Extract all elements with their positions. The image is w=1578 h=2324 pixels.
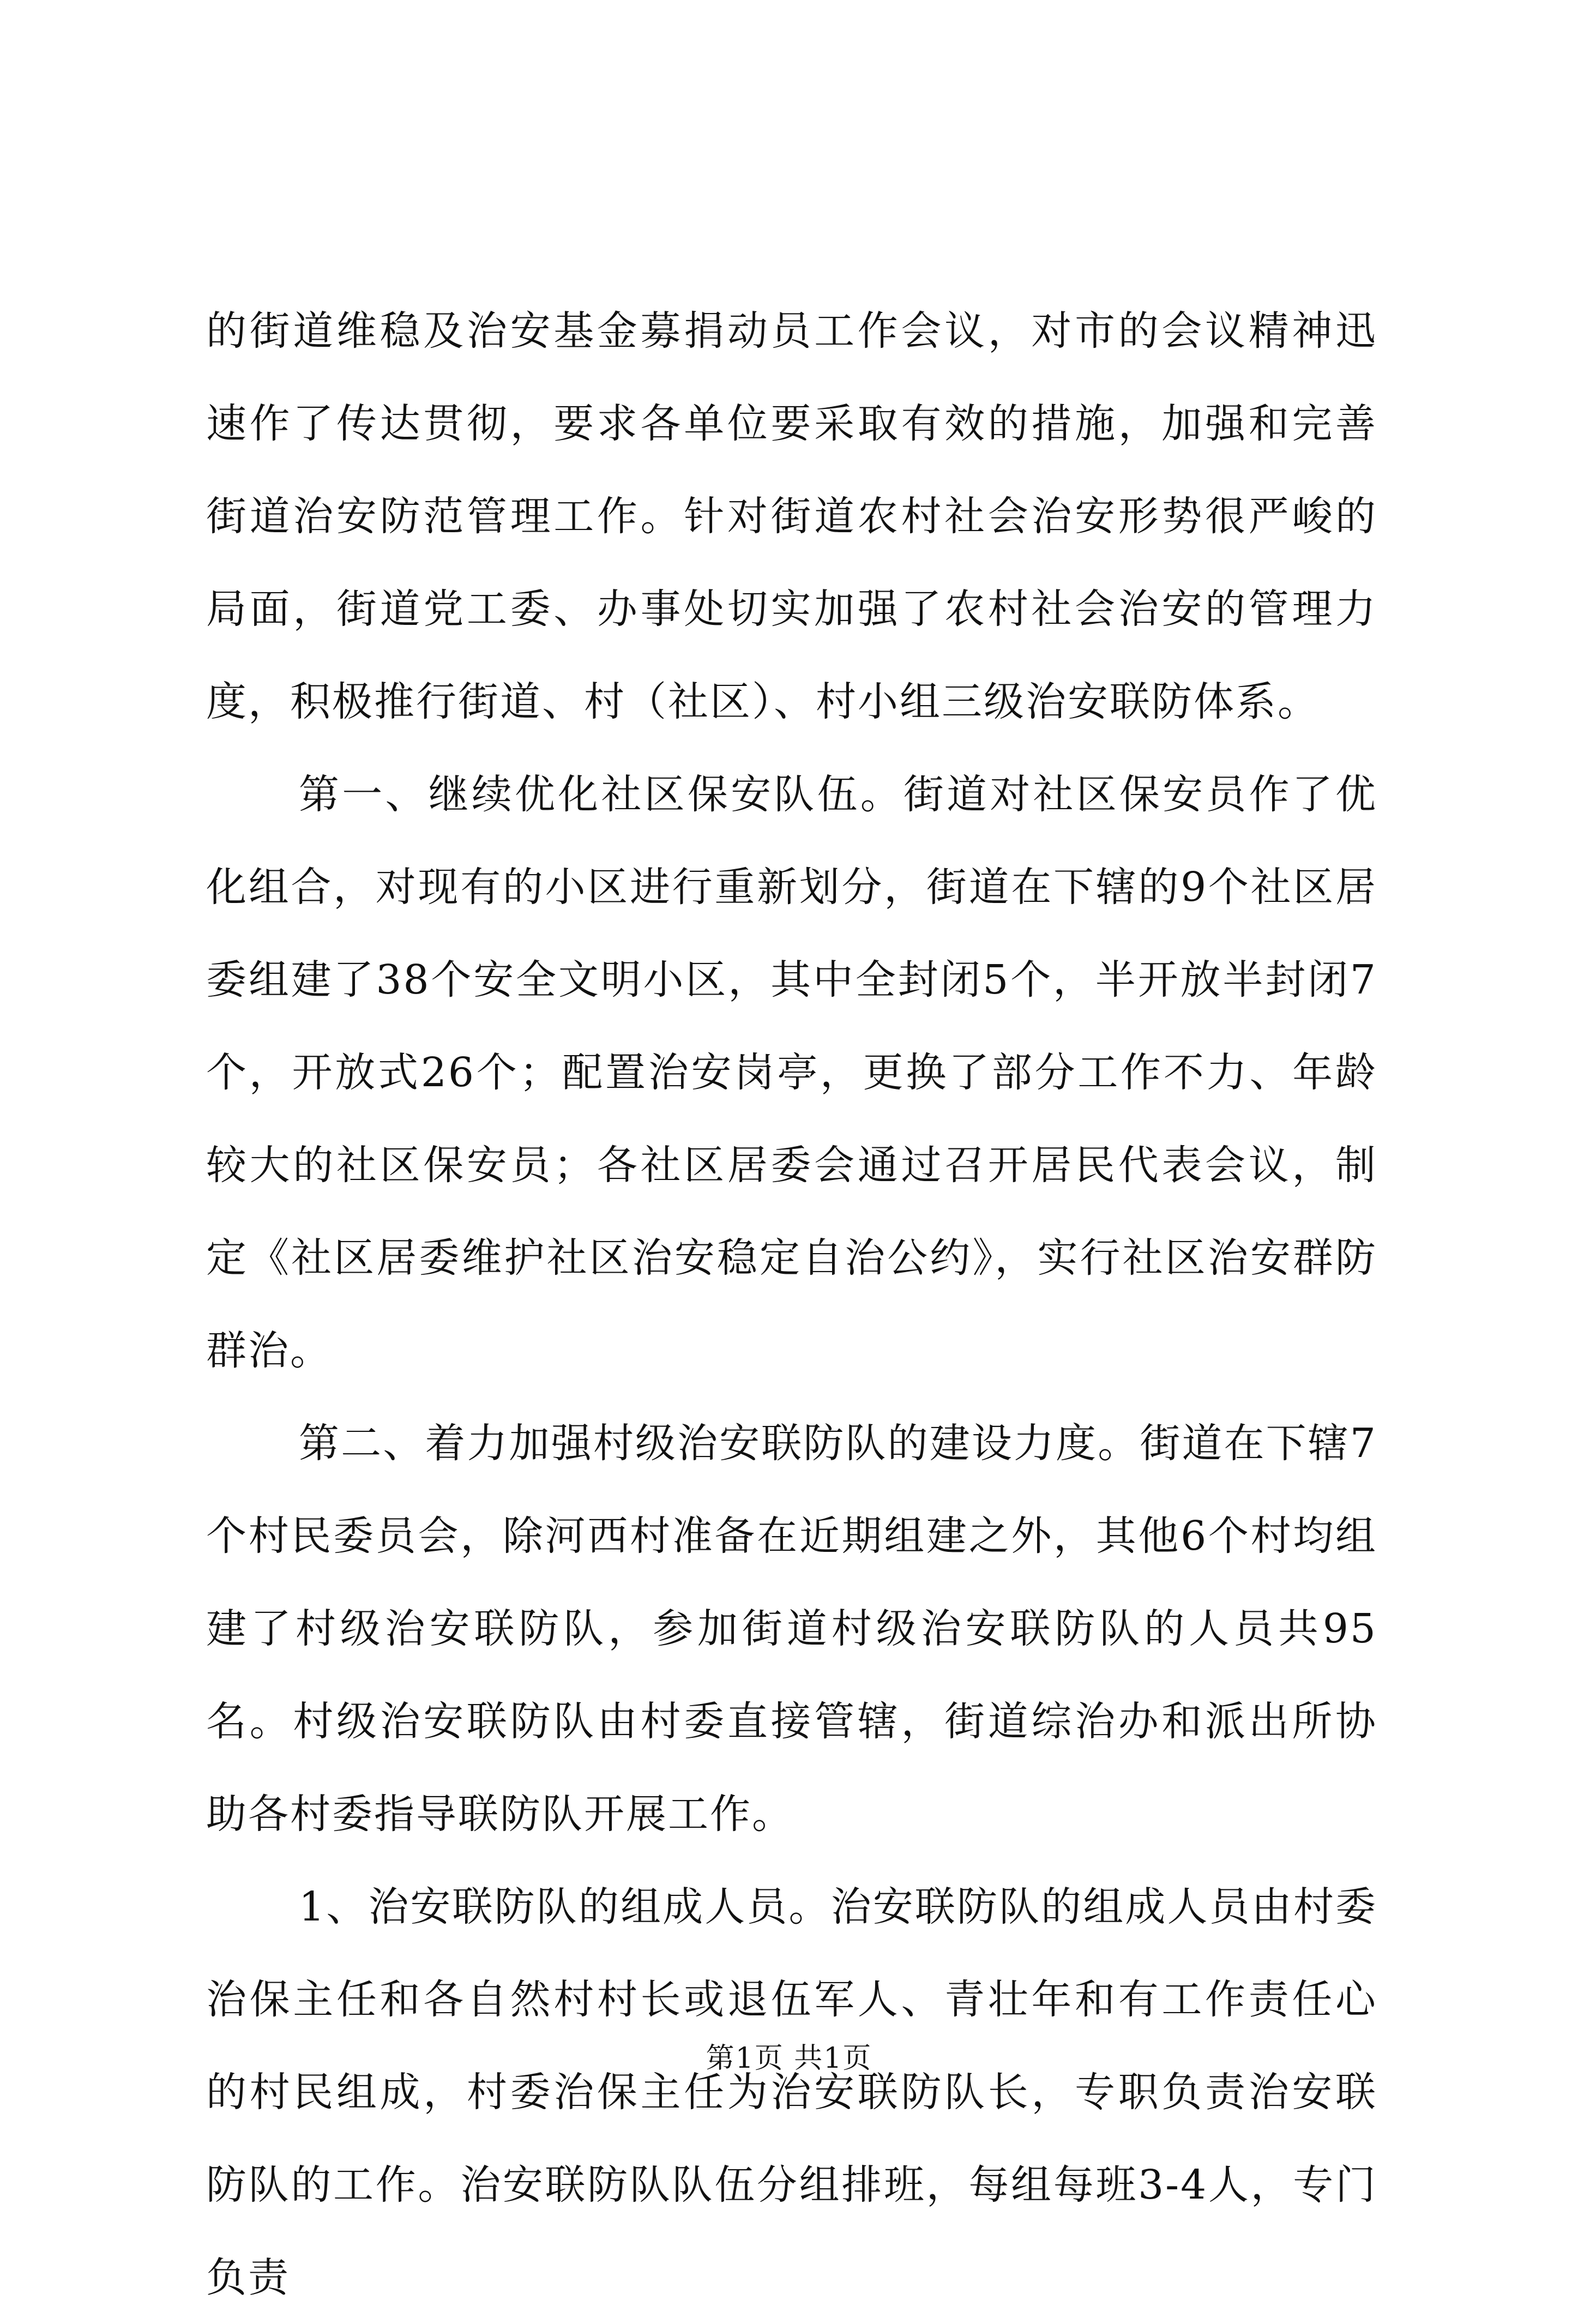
paragraph-village-patrol: 第二、着力加强村级治安联防队的建设力度。街道在下辖7个村民委员会，除河西村准备在近期组建之外，其他6个村均组建了村级治安联防队，参加街道村级治安联防队的人员共95名。村级治安联防队由村委直接管辖，街道综治办和派出所协助各村委指导联防队开展工作。 [206,1420,1377,1838]
paragraph-community-security: 第一、继续优化社区保安队伍。街道对社区保安员作了优化组合，对现有的小区进行重新划分，街道在下辖的9个社区居委组建了38个安全文明小区，其中全封闭5个，半开放半封闭7个，开放式26个；配置治安岗亭，更换了部分工作不力、年龄较大的社区保安员；各社区居委会通过召开居民代表会议，制定《社区居委维护社区治安稳定自治公约》，实行社区治安群防群治。 [206,771,1377,1374]
page-footer [0,2039,1578,2078]
document-body [206,285,1377,2324]
paragraph-continuation: 的街道维稳及治安基金募捐动员工作会议，对市的会议精神迅速作了传达贯彻，要求各单位要采取有效的措施，加强和完善街道治安防范管理工作。针对街道农村社会治安形势很严峻的局面，街道党工委、办事处切实加强了农村社会治安的管理力度，积极推行街道、村（社区）、村小组三级治安联防体系。 [206,308,1377,725]
page-number: 第1页 共1页 [706,2042,872,2075]
paragraph-patrol-members: 1、治安联防队的组成人员。治安联防队的组成人员由村委治保主任和各自然村村长或退伍军人、青壮年和有工作责任心的村民组成，村委治保主任为治安联防队长，专职负责治安联防队的工作。治安联防队队伍分组排班，每组每班3-4人，专门负责 [206,1883,1377,2301]
